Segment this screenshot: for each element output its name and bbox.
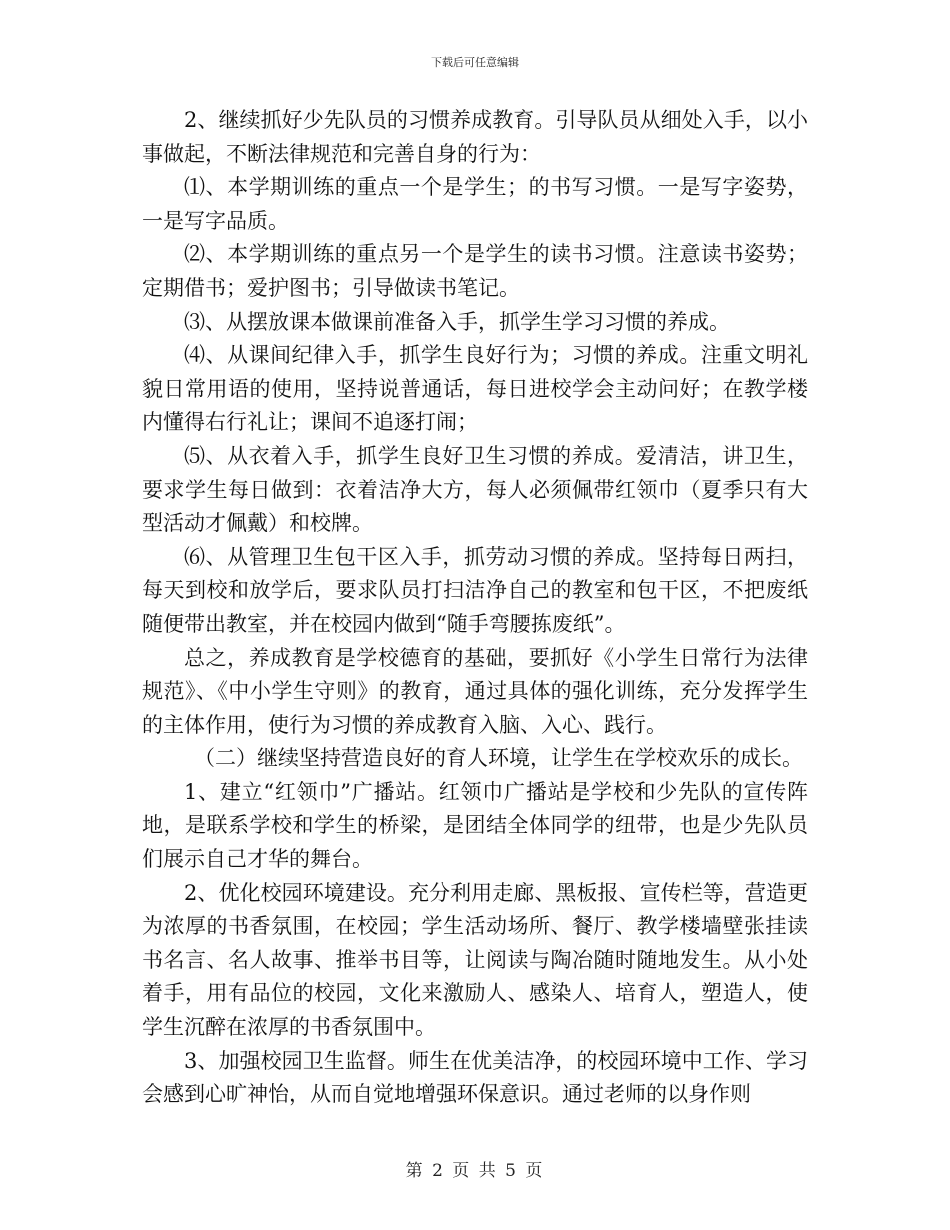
paragraph: 3、加强校园卫生监督。师生在优美洁净，的校园环境中工作、学习会感到心旷神怡，从而自觉地增强环保意识。通过老师的以身作则 <box>142 1048 808 1107</box>
paragraph: 2、继续抓好少先队员的习惯养成教育。引导队员从细处入手，以小事做起，不断法律规范和完善自身的行为： <box>142 108 808 166</box>
paragraph: 总之，养成教育是学校德育的基础，要抓好《小学生日常行为法律规范》、《中小学生守则》的教育，通过具体的强化训练，充分发挥学生的主体作用，使行为习惯的养成教育入脑、入心、践行。 <box>142 645 808 737</box>
paragraph: ⑴、本学期训练的重点一个是学生；的书写习惯。一是写字姿势，一是写字品质。 <box>142 175 808 233</box>
section-heading: （二）继续坚持营造良好的育人环境，让学生在学校欢乐的成长。 <box>194 746 803 771</box>
paragraph: ⑶、从摆放课本做课前准备入手，抓学生学习习惯的养成。 <box>184 309 730 334</box>
page-header: 下载后可任意编辑 <box>431 56 519 69</box>
footer-suffix: 页 <box>525 1161 545 1181</box>
paragraph: ⑵、本学期训练的重点另一个是学生的读书习惯。注意读书姿势；定期借书；爱护图书；引导做读书笔记。 <box>142 242 808 300</box>
paragraph: ⑸、从衣着入手，抓学生良好卫生习惯的养成。爱清洁，讲卫生，要求学生每日做到：衣着洁净大方，每人必须佩带红领巾（夏季只有大型活动才佩戴）和校牌。 <box>142 443 808 536</box>
paragraph: ⑷、从课间纪律入手，抓学生良好行为；习惯的养成。注重文明礼貌日常用语的使用，坚持说普通话，每日进校学会主动问好；在教学楼内懂得右行礼让；课间不追逐打闹； <box>142 343 808 435</box>
footer-prefix: 第 <box>405 1161 425 1181</box>
paragraph: 1、建立“红领巾”广播站。红领巾广播站是学校和少先队的宣传阵地，是联系学校和学生的桥梁，是团结全体同学的纽带，也是少先队员们展示自己才华的舞台。 <box>142 779 808 872</box>
paragraph: 2、优化校园环境建设。充分利用走廊、黑板报、宣传栏等，营造更为浓厚的书香氛围，在校园；学生活动场所、餐厅、教学楼墙壁张挂读书名言、名人故事、推举书目等，让阅读与陶冶随时随地发生。从小处着手，用有品位的校园，文化来激励人、感染人、培育人，塑造人，使学生沉醉在浓厚的书香氛围中。 <box>142 880 808 1040</box>
paragraph: ⑹、从管理卫生包干区入手，抓劳动习惯的养成。坚持每日两扫，每天到校和放学后，要求队员打扫洁净自己的教室和包干区，不把废纸随便带出教室，并在校园内做到“随手弯腰拣废纸”。 <box>142 544 808 636</box>
document-body <box>142 104 808 1112</box>
footer-total-pages: 5 <box>505 1161 518 1181</box>
page-footer <box>0 1156 950 1181</box>
footer-current-page: 2 <box>432 1161 445 1181</box>
footer-middle: 页 共 <box>452 1161 498 1181</box>
